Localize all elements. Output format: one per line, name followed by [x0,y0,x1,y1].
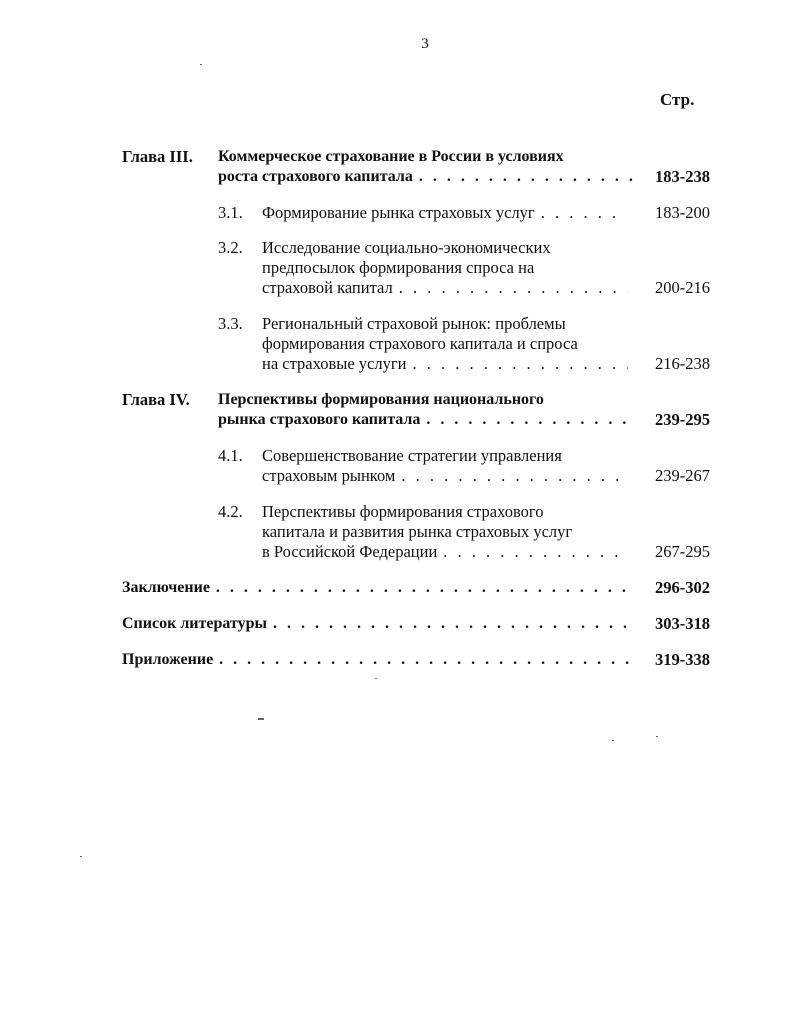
section-3-3-line2 [262,334,578,354]
section-3-1-pages: 183-200 [655,203,710,222]
scan-speck [80,856,82,857]
chapter-3-title-line1 [218,147,638,167]
chapter-4-title-line2 [218,410,640,430]
section-3-2-number: 3.2. [218,238,243,257]
conclusion-label: Заключение [122,579,210,596]
section-4-1-pages: 239-267 [655,466,710,485]
section-3-2-title-3: страховой капитал [262,278,393,297]
references-label: Список литературы [122,615,267,632]
section-4-1-number: 4.1. [218,446,243,465]
section-4-1-title-2: страховым рынком [262,466,396,485]
section-3-2-line2 [262,258,534,278]
section-3-3-title-1: Региональный страховой рынок: проблемы [262,314,566,333]
section-4-2-line3 [262,542,634,562]
section-3-2-line3 [262,278,634,298]
section-3-1-title: Формирование рынка страховых услуг [262,203,535,222]
references-entry [122,614,636,634]
section-4-2-number: 4.2. [218,502,243,521]
chapter-4-label: Глава IV. [122,390,190,409]
section-4-2-line1 [262,502,544,522]
leader-dots [273,614,630,634]
appendix-entry [122,650,636,670]
leader-dots [426,410,634,430]
chapter-4-title-text1: Перспективы формирования национального [218,391,544,408]
section-4-1-title-1: Совершенствование стратегии управления [262,446,562,465]
scan-speck [656,736,658,737]
section-4-1-line2 [262,466,634,486]
appendix-label: Приложение [122,651,214,668]
leader-dots [216,578,630,598]
section-4-2-title-3: в Российской Федерации [262,542,438,561]
section-3-3-line1 [262,314,566,334]
references-pages: 303-318 [655,614,710,633]
section-3-2-line1 [262,238,551,258]
chapter-3-title-text1: Коммерческое страхование в России в условиях [218,148,564,165]
leader-dots [399,278,628,298]
appendix-pages: 319-338 [655,650,710,669]
conclusion-entry [122,578,636,598]
section-4-1-line1 [262,446,562,466]
section-3-2-pages: 200-216 [655,278,710,297]
section-3-3-number: 3.3. [218,314,243,333]
leader-dots [219,650,630,670]
section-3-2-title-1: Исследование социально-экономических [262,238,551,257]
section-3-1-line1 [262,203,630,223]
page-number: 3 [421,36,429,52]
scan-speck [200,64,202,65]
scan-speck [612,740,614,741]
leader-dots [541,203,624,223]
leader-dots [412,354,628,374]
section-3-3-title-3: на страховые услуги [262,354,407,373]
chapter-3-title-line2 [218,167,640,187]
section-4-2-title-2: капитала и развития рынка страховых услуг [262,522,573,541]
chapter-4-title-text2: рынка страхового капитала [218,411,421,428]
chapter-4-pages: 239-295 [655,410,710,429]
section-4-2-line2 [262,522,572,542]
section-3-3-line3 [262,354,634,374]
chapter-4-title-line1 [218,390,544,410]
chapter-3-pages: 183-238 [655,167,710,186]
leader-dots [419,167,634,187]
section-4-2-pages: 267-295 [655,542,710,561]
chapter-3-title-text2: роста страхового капитала [218,168,413,185]
section-3-3-title-2: формирования страхового капитала и спроса [262,334,578,353]
chapter-3-label: Глава III. [122,147,193,166]
section-4-2-title-1: Перспективы формирования страхового [262,502,544,521]
section-3-1-number: 3.1. [218,203,243,222]
leader-dots [401,466,628,486]
section-3-2-title-2: предпосылок формирования спроса на [262,258,535,277]
leader-dots [443,542,628,562]
scan-speck [375,678,377,679]
scan-speck [258,718,264,720]
conclusion-pages: 296-302 [655,578,710,597]
pages-column-header: Стр. [660,90,695,109]
section-3-3-pages: 216-238 [655,354,710,373]
